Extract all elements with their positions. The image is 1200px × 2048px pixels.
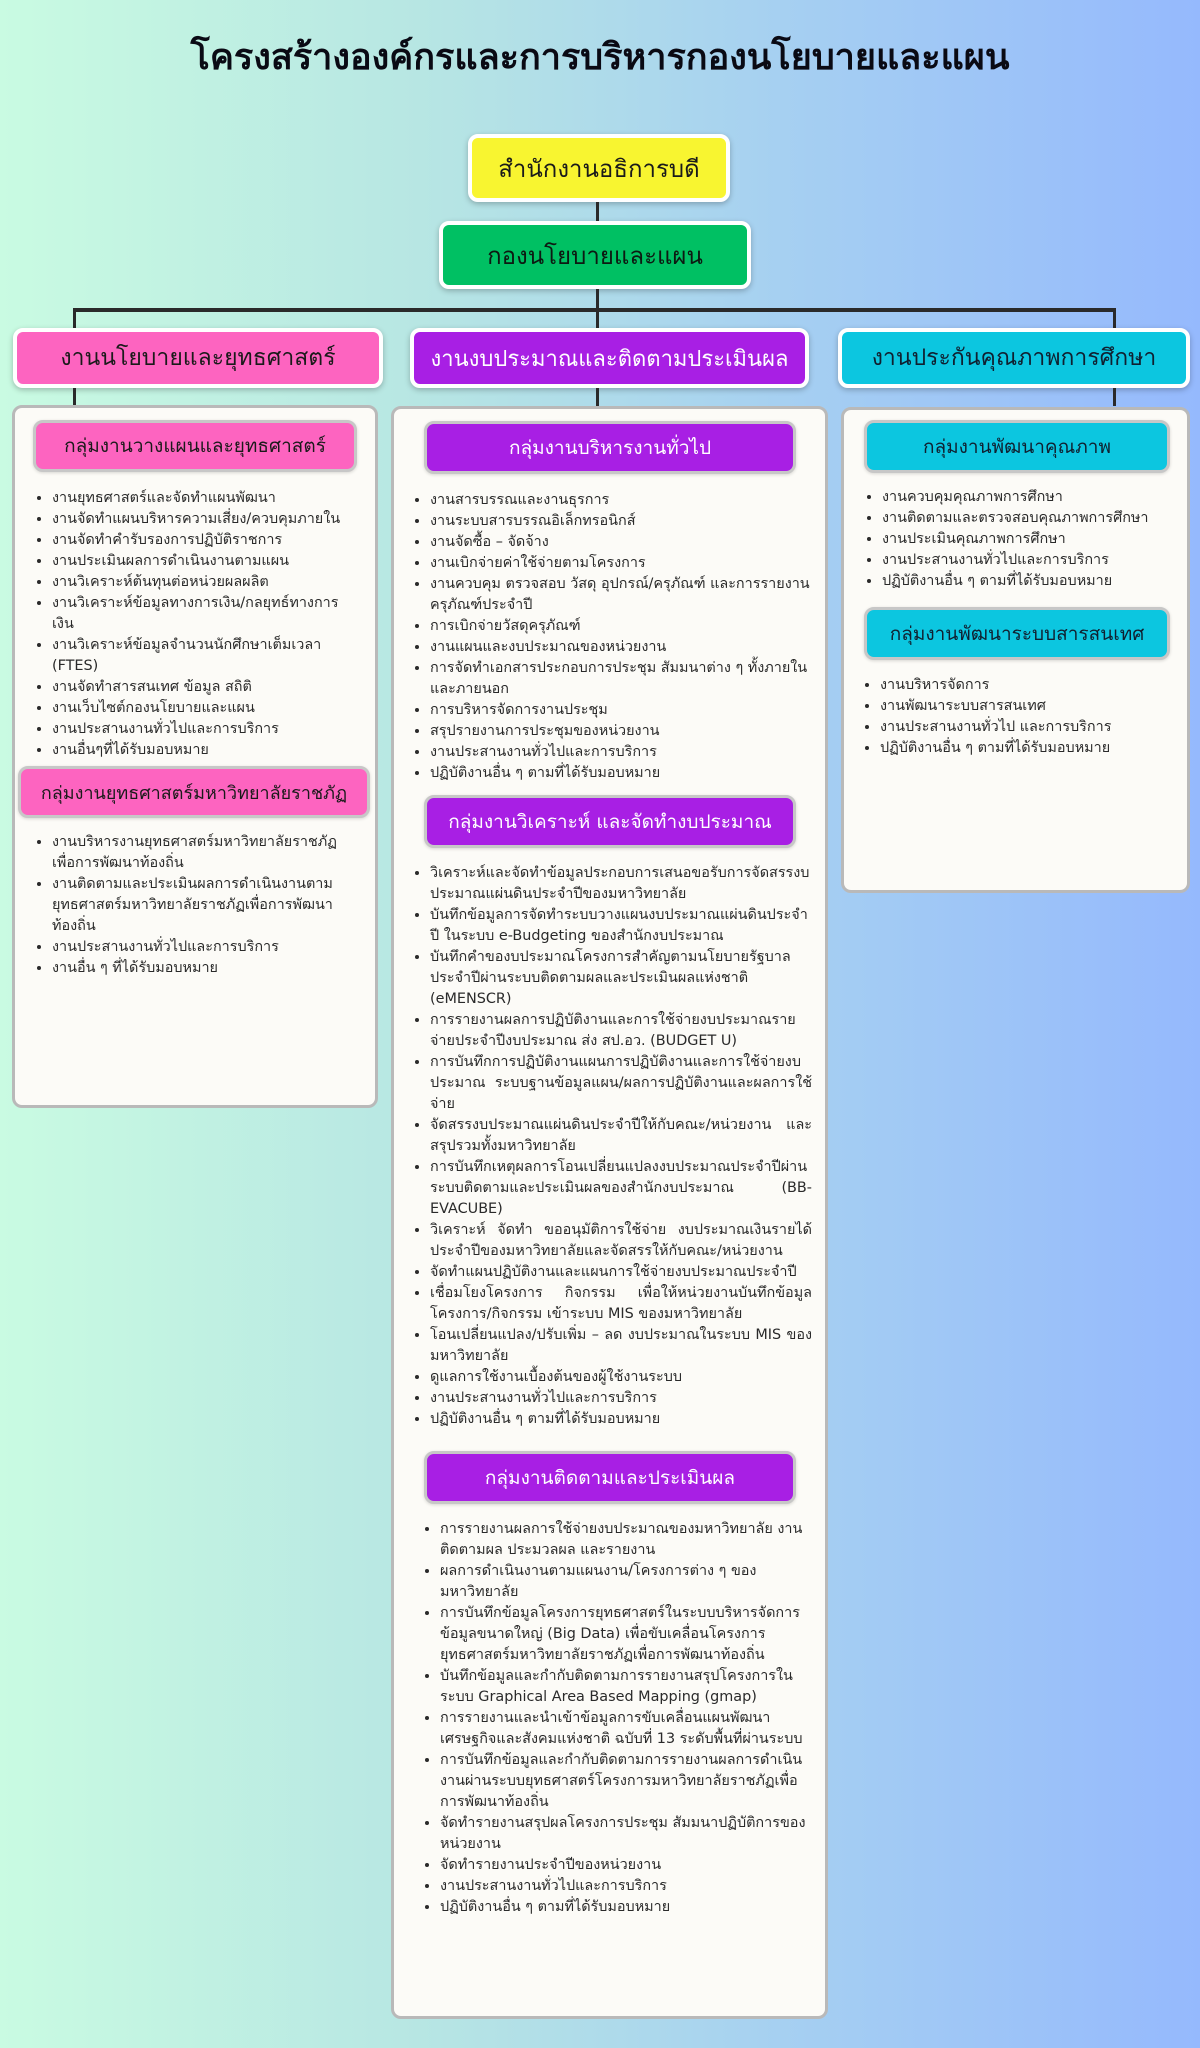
list-item: • การบันทึกข้อมูลโครงการยุทธศาสตร์ในระบบบริหารจัดการข้อมูลขนาดใหญ่ (Big Data) เพื่อขับเคลื่อนโครงการยุทธศาสตร์มหาวิทยาลัยราชภัฏเพื่อการพัฒนาท้องถิ่น [440, 1603, 808, 1666]
list-item: • งานจัดทำแผนบริหารความเสี่ยง/ควบคุมภายใน [52, 509, 354, 530]
list-item: • ปฏิบัติงานอื่น ๆ ตามที่ได้รับมอบหมาย [430, 763, 812, 784]
list-item: • ดูแลการใช้งานเบื้องต้นของผู้ใช้งานระบบ [430, 1367, 812, 1388]
group-monitoring-evaluation-header [424, 1451, 796, 1504]
list-item: • งานประสานงานทั่วไปและการบริการ [52, 719, 354, 740]
section-policy-strategy [13, 328, 383, 388]
group-quality-development-list [864, 487, 1180, 592]
list-item: • การรายงานและนำเข้าข้อมูลการขับเคลื่อนแผนพัฒนาเศรษฐกิจและสังคมแห่งชาติ ฉบับที่ 13 ระดับพื้นที่ผ่านระบบ [440, 1708, 808, 1750]
group-general-admin-title: กลุ่มงานบริหารงานทั่วไป [508, 436, 711, 459]
group-general-admin-header [424, 421, 796, 474]
list-item: • งานวิเคราะห์ข้อมูลทางการเงิน/กลยุทธ์ทางการเงิน [52, 593, 354, 635]
list-item: • งานจัดทำคำรับรองการปฏิบัติราชการ [52, 530, 354, 551]
list-item: • ปฏิบัติงานอื่น ๆ ตามที่ได้รับมอบหมาย [880, 738, 1178, 759]
list-item: • โอนเปลี่ยนแปลง/ปรับเพิ่ม – ลด งบประมาณในระบบ MIS ของมหาวิทยาลัย [430, 1325, 812, 1367]
list-item: • วิเคราะห์และจัดทำข้อมูลประกอบการเสนอขอรับการจัดสรรงบประมาณแผ่นดินประจำปีของมหาวิทยาลัย [430, 863, 812, 905]
division-node [439, 221, 751, 289]
list-item: • งานประสานงานทั่วไปและการบริการ [52, 937, 344, 958]
list-item: • วิเคราะห์ จัดทำ ขออนุมัติการใช้จ่าย งบประมาณเงินรายได้ประจำปีของมหาวิทยาลัยและจัดสรรให้กับคณะ/หน่วยงาน [430, 1220, 812, 1262]
group-rajabhat-strategy-header [18, 766, 370, 818]
list-item: • งานแผนและงบประมาณของหน่วยงาน [430, 637, 812, 658]
list-item: • งานอื่น ๆ ที่ได้รับมอบหมาย [52, 958, 344, 979]
list-item: • งานประเมินคุณภาพการศึกษา [882, 529, 1180, 550]
office-node [468, 134, 730, 202]
list-item: • บันทึกข้อมูลและกำกับติดตามการรายงานสรุปโครงการในระบบ Graphical Area Based Mapping (gmap) [440, 1666, 808, 1708]
group-monitoring-evaluation-list [422, 1519, 808, 1918]
list-item: • งานวิเคราะห์ต้นทุนต่อหน่วยผลผลิต [52, 572, 354, 593]
connector-left-panel [73, 388, 76, 406]
list-item: • งานประสานงานทั่วไปและการบริการ [430, 742, 812, 763]
group-rajabhat-strategy-list [34, 832, 344, 979]
list-item: • งานติดตามและประเมินผลการดำเนินงานตามยุทธศาสตร์มหาวิทยาลัยราชภัฏเพื่อการพัฒนาท้องถิ่น [52, 874, 344, 937]
list-item: • การบันทึกเหตุผลการโอนเปลี่ยนแปลงงบประมาณประจำปีผ่านระบบติดตามและประเมินผลของสำนักงบประมาณ (BB-EVACUBE) [430, 1157, 812, 1220]
list-item: • งานจัดซื้อ – จัดจ้าง [430, 532, 812, 553]
list-item: • งานอื่นๆที่ได้รับมอบหมาย [52, 740, 354, 761]
group-monitoring-evaluation-title: กลุ่มงานติดตามและประเมินผล [484, 1466, 736, 1489]
list-item: • งานเว็บไซต์กองนโยบายและแผน [52, 698, 354, 719]
list-item: • จัดทำรายงานสรุปผลโครงการประชุม สัมมนาปฏิบัติการของหน่วยงาน [440, 1813, 808, 1855]
list-item: • การรายงานผลการใช้จ่ายงบประมาณของมหาวิทยาลัย งานติดตามผล ประมวลผล และรายงาน [440, 1519, 808, 1561]
connector-division-trunk [596, 289, 599, 310]
list-item: • งานประสานงานทั่วไปและการบริการ [440, 1876, 808, 1897]
group-quality-development-header [864, 420, 1170, 473]
list-item: • งานพัฒนาระบบสารสนเทศ [880, 696, 1178, 717]
list-item: • เชื่อมโยงโครงการ กิจกรรม เพื่อให้หน่วยงานบันทึกข้อมูลโครงการ/กิจกรรม เข้าระบบ MIS ของมหาวิทยาลัย [430, 1283, 812, 1325]
list-item: • ผลการดำเนินงานตามแผนงาน/โครงการต่าง ๆ ของมหาวิทยาลัย [440, 1561, 808, 1603]
list-item: • งานควบคุม ตรวจสอบ วัสดุ อุปกรณ์/ครุภัณฑ์ และการรายงานครุภัณฑ์ประจำปี [430, 574, 812, 616]
list-item: • บันทึกข้อมูลการจัดทำระบบวางแผนงบประมาณแผ่นดินประจำปี ในระบบ e-Budgeting ของสำนักงบประมาณ [430, 905, 812, 947]
connector-right-panel [1113, 388, 1116, 406]
office-label: สำนักงานอธิการบดี [498, 154, 700, 183]
list-item: • งานสารบรรณและงานธุรการ [430, 490, 812, 511]
group-rajabhat-strategy-title: กลุ่มงานยุทธศาสตร์มหาวิทยาลัยราชภัฏ [40, 782, 348, 804]
list-item: • งานประเมินผลการดำเนินงานตามแผน [52, 551, 354, 572]
list-item: • การบันทึกข้อมูลและกำกับติดตามการรายงานผลการดำเนินงานผ่านระบบยุทธศาสตร์โครงการมหาวิทยาลัยราชภัฏเพื่อการพัฒนาท้องถิ่น [440, 1750, 808, 1813]
connector-middle-panel [596, 388, 599, 406]
group-planning-strategy-header [33, 420, 357, 472]
group-budget-analysis-header [424, 795, 796, 848]
group-info-systems-list [862, 675, 1178, 759]
list-item: • งานควบคุมคุณภาพการศึกษา [882, 487, 1180, 508]
list-item: • งานประสานงานทั่วไปและการบริการ [430, 1388, 812, 1409]
list-item: • งานจัดทำสารสนเทศ ข้อมูล สถิติ [52, 677, 354, 698]
list-item: • การจัดทำเอกสารประกอบการประชุม สัมมนาต่าง ๆ ทั้งภายในและภายนอก [430, 658, 812, 700]
group-quality-development-title: กลุ่มงานพัฒนาคุณภาพ [922, 435, 1111, 458]
list-item: • การรายงานผลการปฏิบัติงานและการใช้จ่ายงบประมาณรายจ่ายประจำปีงบประมาณ ส่ง สป.อว. (BUDGET U) [430, 1010, 812, 1052]
page-title: โครงสร้างองค์กรและการบริหารกองนโยบายและแผน [190, 37, 1010, 78]
list-item: • ปฏิบัติงานอื่น ๆ ตามที่ได้รับมอบหมาย [882, 571, 1180, 592]
list-item: • งานประสานงานทั่วไป และการบริการ [880, 717, 1178, 738]
group-budget-analysis-title: กลุ่มงานวิเคราะห์ และจัดทำงบประมาณ [448, 810, 772, 833]
section-quality-assurance-label: งานประกันคุณภาพการศึกษา [871, 345, 1157, 371]
group-planning-strategy-title: กลุ่มงานวางแผนและยุทธศาสตร์ [64, 435, 326, 457]
list-item: • การบันทึกการปฏิบัติงานแผนการปฏิบัติงานและการใช้จ่ายงบประมาณ ระบบฐานข้อมูลแผน/ผลการปฏิบัติงานและผลการใช้จ่าย [430, 1052, 812, 1115]
division-label: กองนโยบายและแผน [487, 241, 703, 270]
list-item: • งานติดตามและตรวจสอบคุณภาพการศึกษา [882, 508, 1180, 529]
connector-office-division [596, 202, 599, 222]
section-policy-strategy-label: งานนโยบายและยุทธศาสตร์ [60, 345, 336, 371]
list-item: • งานระบบสารบรรณอิเล็กทรอนิกส์ [430, 511, 812, 532]
group-info-systems-title: กลุ่มงานพัฒนาระบบสารสนเทศ [889, 622, 1145, 645]
list-item: • งานวิเคราะห์ข้อมูลจำนวนนักศึกษาเต็มเวลา (FTES) [52, 635, 354, 677]
section-budget-evaluation-label: งานงบประมาณและติดตามประเมินผล [430, 346, 789, 372]
list-item: • การเบิกจ่ายวัสดุครุภัณฑ์ [430, 616, 812, 637]
list-item: • สรุปรายงานการประชุมของหน่วยงาน [430, 721, 812, 742]
section-quality-assurance [838, 328, 1190, 388]
list-item: • งานเบิกจ่ายค่าใช้จ่ายตามโครงการ [430, 553, 812, 574]
group-info-systems-header [864, 607, 1170, 660]
list-item: • จัดทำแผนปฏิบัติงานและแผนการใช้จ่ายงบประมาณประจำปี [430, 1262, 812, 1283]
list-item: • ปฏิบัติงานอื่น ๆ ตามที่ได้รับมอบหมาย [430, 1409, 812, 1430]
list-item: • จัดทำรายงานประจำปีของหน่วยงาน [440, 1855, 808, 1876]
connector-horizontal [73, 308, 1116, 312]
list-item: • งานประสานงานทั่วไปและการบริการ [882, 550, 1180, 571]
group-planning-strategy-list [34, 488, 354, 761]
group-budget-analysis-list [412, 863, 812, 1430]
list-item: • งานยุทธศาสตร์และจัดทำแผนพัฒนา [52, 488, 354, 509]
group-general-admin-list [412, 490, 812, 784]
list-item: • บันทึกคำของบประมาณโครงการสำคัญตามนโยบายรัฐบาลประจำปีผ่านระบบติดตามผลและประเมินผลแห่งชาติ (eMENSCR) [430, 947, 812, 1010]
section-budget-evaluation [410, 328, 809, 388]
list-item: • จัดสรรงบประมาณแผ่นดินประจำปีให้กับคณะ/หน่วยงาน และสรุปรวมทั้งมหาวิทยาลัย [430, 1115, 812, 1157]
list-item: • งานบริหารงานยุทธศาสตร์มหาวิทยาลัยราชภัฏเพื่อการพัฒนาท้องถิ่น [52, 832, 344, 874]
list-item: • งานบริหารจัดการ [880, 675, 1178, 696]
list-item: • ปฏิบัติงานอื่น ๆ ตามที่ได้รับมอบหมาย [440, 1897, 808, 1918]
list-item: • การบริหารจัดการงานประชุม [430, 700, 812, 721]
